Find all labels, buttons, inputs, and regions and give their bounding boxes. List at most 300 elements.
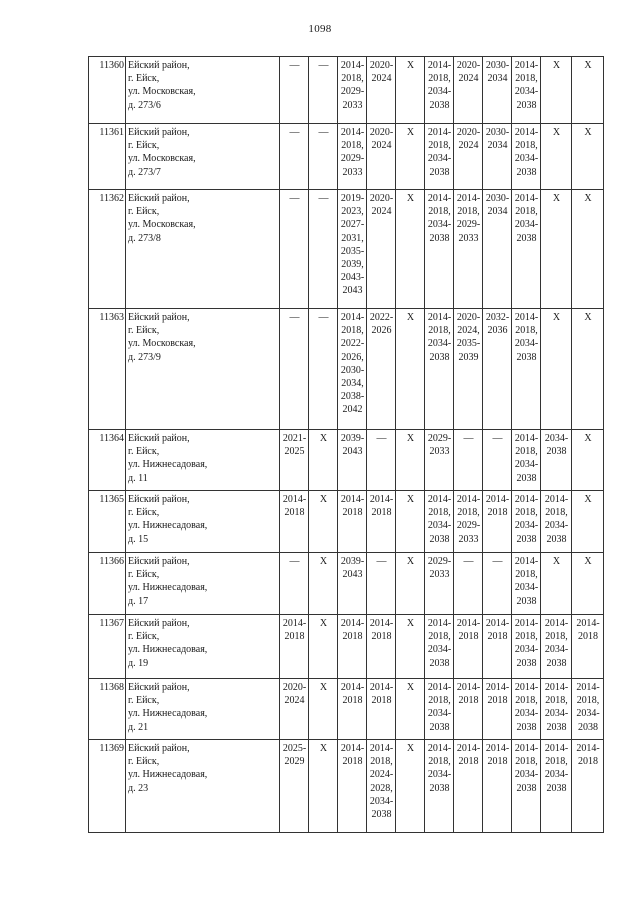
period-cell	[309, 57, 338, 124]
period-line: 2014-	[514, 127, 539, 138]
address-line: г. Ейск,	[128, 631, 160, 643]
period-cell	[309, 615, 338, 679]
period-line: 2018,	[515, 206, 538, 218]
period-line: 2028,	[370, 782, 393, 794]
period-cell	[280, 615, 309, 679]
period-cell	[367, 309, 396, 430]
period-cell	[338, 430, 367, 491]
period-line: X	[406, 60, 415, 71]
period-line: 2014-	[544, 682, 569, 693]
period-line: 2034-	[427, 708, 452, 720]
period-line: 2019-	[340, 193, 365, 204]
period-line: 2014-	[456, 743, 481, 754]
row-number: 11368	[89, 679, 126, 740]
period-line: 2014-	[427, 743, 452, 754]
period-line: 2014-	[514, 433, 539, 444]
period-cell	[483, 491, 512, 553]
period-line: 2039-	[340, 433, 365, 444]
period-line: 2034-	[514, 219, 539, 231]
period-line: 2034-	[427, 153, 452, 165]
period-line: 2018,	[428, 756, 451, 768]
period-cell	[280, 309, 309, 430]
period-cell	[367, 679, 396, 740]
period-line: 2027-	[340, 219, 365, 231]
period-cell	[280, 430, 309, 491]
period-line: 2034-	[427, 219, 452, 231]
period-line: 2014-	[369, 682, 394, 693]
period-line: 2018	[371, 631, 392, 643]
address-line: Ейский район,	[128, 618, 190, 629]
period-cell	[483, 309, 512, 430]
period-cell	[572, 57, 604, 124]
period-line: 2024	[371, 73, 392, 85]
period-line: 2043	[342, 285, 363, 297]
period-line: 2020-	[369, 127, 394, 138]
period-cell	[512, 615, 541, 679]
row-number: 11365	[89, 491, 126, 553]
period-line: 2034-	[427, 769, 452, 781]
period-line: 2038	[429, 99, 450, 111]
period-line: 2018	[578, 756, 598, 768]
table-row	[89, 740, 604, 833]
period-line: 2014-	[485, 618, 510, 629]
period-line: 2024	[458, 73, 479, 85]
period-line: X	[406, 618, 415, 629]
address-line: г. Ейск,	[128, 569, 160, 581]
period-cell	[425, 615, 454, 679]
table-row	[89, 491, 604, 553]
period-line: —	[289, 312, 300, 323]
table-row	[89, 124, 604, 190]
period-cell	[338, 679, 367, 740]
period-line: 2029-	[340, 86, 365, 98]
period-line: 2034-	[427, 338, 452, 350]
period-cell	[280, 491, 309, 553]
period-line: 2018	[371, 695, 392, 707]
table-row	[89, 57, 604, 124]
period-line: 2030-	[485, 193, 510, 204]
period-line: 2014-	[514, 743, 539, 754]
period-cell	[367, 430, 396, 491]
period-line: 2038	[516, 721, 537, 733]
period-line: 2029-	[340, 153, 365, 165]
period-cell	[454, 740, 483, 833]
period-line: 2034-	[544, 708, 569, 720]
period-line: —	[318, 312, 329, 323]
address-line: ул. Московская,	[128, 86, 196, 98]
period-cell	[572, 740, 604, 833]
period-line: 2038	[429, 721, 450, 733]
address-line: ул. Московская,	[128, 153, 196, 165]
period-line: 2018,	[428, 631, 451, 643]
period-cell	[309, 679, 338, 740]
period-line: 2029-	[427, 433, 452, 444]
period-line: 2034-	[514, 520, 539, 532]
period-line: X	[584, 193, 592, 204]
period-cell	[425, 491, 454, 553]
period-line: 2018,	[428, 695, 451, 707]
period-line: 2034-	[514, 769, 539, 781]
period-line: 2018	[458, 631, 479, 643]
period-line: X	[584, 312, 592, 323]
period-line: 2018	[458, 756, 479, 768]
period-line: 2030-	[485, 127, 510, 138]
period-line: 2014-	[485, 743, 510, 754]
period-line: 2014-	[427, 618, 452, 629]
period-line: 2014-	[340, 312, 365, 323]
period-cell	[367, 615, 396, 679]
address-cell	[126, 190, 280, 309]
table-row	[89, 553, 604, 615]
period-cell	[541, 309, 572, 430]
address-line: ул. Нижнесадовая,	[128, 520, 208, 532]
period-cell	[396, 553, 425, 615]
period-cell	[541, 57, 572, 124]
period-line: 2014-	[514, 556, 539, 567]
period-line: 2018,	[370, 756, 393, 768]
period-cell	[338, 190, 367, 309]
period-line: 2014-	[340, 743, 365, 754]
period-cell	[425, 430, 454, 491]
row-number: 11366	[89, 553, 126, 615]
table-row	[89, 430, 604, 491]
page-number: 1098	[308, 23, 332, 35]
period-line: 2024,	[457, 325, 480, 337]
period-line: 2018,	[515, 695, 538, 707]
period-line: 2018,	[545, 507, 568, 519]
period-line: 2024	[284, 695, 305, 707]
period-line: 2034-	[544, 433, 569, 444]
period-line: 2034-	[514, 582, 539, 594]
address-line: г. Ейск,	[128, 325, 160, 337]
period-cell	[338, 57, 367, 124]
address-line: г. Ейск,	[128, 140, 160, 152]
period-line: 2038	[516, 595, 537, 607]
period-line: 2033	[342, 99, 363, 111]
schedule-table	[88, 56, 604, 833]
period-line: 2038	[429, 782, 450, 794]
period-line: 2038	[429, 657, 450, 669]
period-line: —	[318, 60, 329, 71]
period-line: 2014-	[369, 743, 394, 754]
period-cell	[425, 740, 454, 833]
period-cell	[512, 124, 541, 190]
period-line: 2022-	[369, 312, 394, 323]
period-line: —	[463, 433, 474, 444]
period-line: 2018,	[457, 507, 480, 519]
period-cell	[367, 491, 396, 553]
period-line: 2018,	[341, 73, 364, 85]
table-row	[89, 679, 604, 740]
address-line: г. Ейск,	[128, 507, 160, 519]
period-line: X	[552, 193, 561, 204]
period-line: X	[552, 60, 561, 71]
period-line: 2014-	[427, 682, 452, 693]
period-cell	[483, 124, 512, 190]
address-line: Ейский район,	[128, 494, 190, 505]
period-line: 2026,	[341, 351, 364, 363]
address-line: д. 17	[128, 595, 149, 607]
period-line: X	[584, 127, 592, 138]
period-line: 2033	[458, 533, 479, 545]
period-line: —	[376, 433, 387, 444]
period-cell	[280, 553, 309, 615]
period-line: X	[319, 682, 328, 693]
period-line: 2018	[371, 507, 392, 519]
period-cell	[512, 491, 541, 553]
period-line: 2018	[458, 695, 479, 707]
period-line: 2018,	[545, 631, 568, 643]
period-line: X	[406, 433, 415, 444]
address-line: ул. Нижнесадовая,	[128, 582, 208, 594]
period-cell	[572, 491, 604, 553]
period-cell	[309, 190, 338, 309]
period-line: 2014-	[485, 494, 510, 505]
period-line: 2042	[342, 404, 363, 416]
address-line: Ейский район,	[128, 312, 190, 323]
address-cell	[126, 491, 280, 553]
period-line: 2023,	[341, 206, 364, 218]
period-cell	[512, 430, 541, 491]
period-line: 2014-	[340, 682, 365, 693]
period-line: 2038-	[340, 391, 365, 403]
period-line: 2014-	[456, 618, 481, 629]
address-line: ул. Нижнесадовая,	[128, 459, 208, 471]
period-line: 2038	[516, 657, 537, 669]
period-line: 2018,	[515, 756, 538, 768]
period-line: 2014-	[369, 618, 394, 629]
period-line: 2043	[342, 446, 363, 458]
period-line: 2018	[284, 631, 305, 643]
address-line: д. 23	[128, 782, 149, 794]
period-cell	[454, 491, 483, 553]
period-line: 2014-	[456, 494, 481, 505]
address-line: д. 273/7	[128, 166, 161, 178]
period-line: 2014-	[576, 618, 600, 629]
period-line: —	[289, 127, 300, 138]
period-cell	[483, 740, 512, 833]
period-line: 2018,	[515, 325, 538, 337]
period-line: 2018	[487, 507, 508, 519]
period-line: 2018,	[515, 569, 538, 581]
period-line: 2014-	[544, 618, 569, 629]
address-line: д. 11	[128, 472, 148, 484]
row-number: 11367	[89, 615, 126, 679]
period-cell	[572, 309, 604, 430]
period-cell	[309, 491, 338, 553]
period-cell	[541, 679, 572, 740]
period-line: 2018,	[428, 140, 451, 152]
period-line: 2018,	[515, 140, 538, 152]
period-line: 2014-	[340, 127, 365, 138]
address-line: г. Ейск,	[128, 695, 160, 707]
address-line: д. 273/8	[128, 232, 161, 244]
period-line: 2014-	[340, 60, 365, 71]
period-line: 2018	[487, 631, 508, 643]
address-line: Ейский район,	[128, 682, 190, 693]
period-line: 2030-	[340, 364, 365, 376]
period-line: 2034	[487, 140, 508, 152]
period-line: 2018,	[428, 73, 451, 85]
period-line: 2034	[487, 73, 508, 85]
period-line: 2022-	[340, 338, 365, 350]
period-cell	[338, 491, 367, 553]
period-line: 2034-	[427, 86, 452, 98]
period-line: 2034,	[341, 378, 364, 390]
period-line: 2034-	[514, 644, 539, 656]
period-line: 2018,	[515, 446, 538, 458]
period-cell	[280, 740, 309, 833]
period-cell	[512, 679, 541, 740]
table-body	[89, 57, 604, 833]
period-line: X	[584, 556, 592, 567]
period-line: 2024	[458, 140, 479, 152]
period-line: 2029-	[456, 219, 481, 231]
period-line: 2029-	[456, 520, 481, 532]
period-cell	[572, 430, 604, 491]
period-line: X	[406, 743, 415, 754]
period-line: 2038	[546, 721, 567, 733]
address-line: г. Ейск,	[128, 206, 160, 218]
address-cell	[126, 124, 280, 190]
table-row	[89, 309, 604, 430]
period-cell	[309, 124, 338, 190]
period-line: X	[319, 433, 328, 444]
period-line: 2025-	[282, 743, 307, 754]
period-cell	[454, 57, 483, 124]
period-line: 2014-	[427, 60, 452, 71]
period-cell	[425, 679, 454, 740]
period-cell	[541, 553, 572, 615]
period-line: 2018	[487, 756, 508, 768]
period-line: 2038	[516, 782, 537, 794]
period-line: 2038	[516, 351, 537, 363]
period-line: 2014-	[282, 618, 307, 629]
period-cell	[396, 309, 425, 430]
period-line: —	[492, 433, 503, 444]
period-line: 2024	[371, 206, 392, 218]
row-number: 11369	[89, 740, 126, 833]
period-cell	[512, 57, 541, 124]
period-line: 2034-	[544, 520, 569, 532]
address-line: д. 273/9	[128, 351, 161, 363]
period-line: 2032-	[485, 312, 510, 323]
period-cell	[572, 553, 604, 615]
period-cell	[483, 615, 512, 679]
period-line: 2018	[342, 507, 363, 519]
period-cell	[280, 190, 309, 309]
period-line: 2014-	[485, 682, 510, 693]
period-line: 2020-	[456, 60, 481, 71]
address-line: д. 19	[128, 657, 149, 669]
period-cell	[541, 615, 572, 679]
period-cell	[338, 124, 367, 190]
period-line: —	[318, 127, 329, 138]
period-line: 2018,	[428, 206, 451, 218]
period-line: 2038	[516, 533, 537, 545]
period-line: 2020-	[369, 193, 394, 204]
period-line: X	[319, 743, 328, 754]
period-cell	[572, 679, 604, 740]
period-line: 2026	[371, 325, 392, 337]
period-line: 2038	[516, 99, 537, 111]
address-line: г. Ейск,	[128, 73, 160, 85]
period-line: X	[552, 556, 561, 567]
period-cell	[454, 430, 483, 491]
period-line: 2018,	[515, 631, 538, 643]
period-line: 2021-	[282, 433, 307, 444]
period-line: 2014-	[456, 682, 481, 693]
period-line: 2034-	[514, 338, 539, 350]
period-line: X	[584, 60, 592, 71]
period-line: 2018,	[457, 206, 480, 218]
period-cell	[454, 615, 483, 679]
period-line: 2038	[516, 232, 537, 244]
period-line: X	[406, 556, 415, 567]
period-cell	[425, 57, 454, 124]
period-cell	[541, 430, 572, 491]
period-line: 2033	[342, 166, 363, 178]
period-line: 2034-	[544, 769, 569, 781]
period-line: —	[318, 193, 329, 204]
period-line: 2038	[371, 809, 392, 821]
period-line: 2029-	[427, 556, 452, 567]
period-line: 2034-	[544, 644, 569, 656]
address-line: г. Ейск,	[128, 756, 160, 768]
period-cell	[425, 309, 454, 430]
address-line: ул. Московская,	[128, 219, 196, 231]
period-line: 2014-	[340, 618, 365, 629]
period-line: 2033	[429, 569, 450, 581]
row-number: 11364	[89, 430, 126, 491]
period-cell	[425, 124, 454, 190]
period-cell	[483, 430, 512, 491]
period-line: —	[289, 193, 300, 204]
period-line: 2018,	[515, 73, 538, 85]
period-line: 2039	[458, 351, 479, 363]
period-line: 2038	[546, 657, 567, 669]
address-line: д. 15	[128, 533, 149, 545]
period-cell	[512, 740, 541, 833]
period-line: 2018,	[576, 695, 600, 707]
period-line: 2034-	[514, 153, 539, 165]
period-cell	[512, 190, 541, 309]
period-line: 2014-	[456, 193, 481, 204]
period-line: X	[406, 193, 415, 204]
period-line: 2020-	[456, 127, 481, 138]
period-line: 2038	[429, 533, 450, 545]
period-cell	[454, 553, 483, 615]
period-line: 2014-	[514, 312, 539, 323]
period-line: —	[492, 556, 503, 567]
table-row	[89, 190, 604, 309]
period-line: 2043-	[340, 272, 365, 284]
row-number: 11361	[89, 124, 126, 190]
period-line: —	[376, 556, 387, 567]
address-line: ул. Московская,	[128, 338, 196, 350]
period-cell	[309, 740, 338, 833]
period-line: 2018,	[341, 325, 364, 337]
period-cell	[338, 309, 367, 430]
address-line: ул. Нижнесадовая,	[128, 708, 208, 720]
period-line: —	[289, 556, 300, 567]
period-line: X	[319, 556, 328, 567]
period-line: X	[319, 494, 328, 505]
address-line: Ейский район,	[128, 556, 190, 567]
period-cell	[396, 57, 425, 124]
address-line: ул. Нижнесадовая,	[128, 769, 208, 781]
period-line: —	[289, 60, 300, 71]
